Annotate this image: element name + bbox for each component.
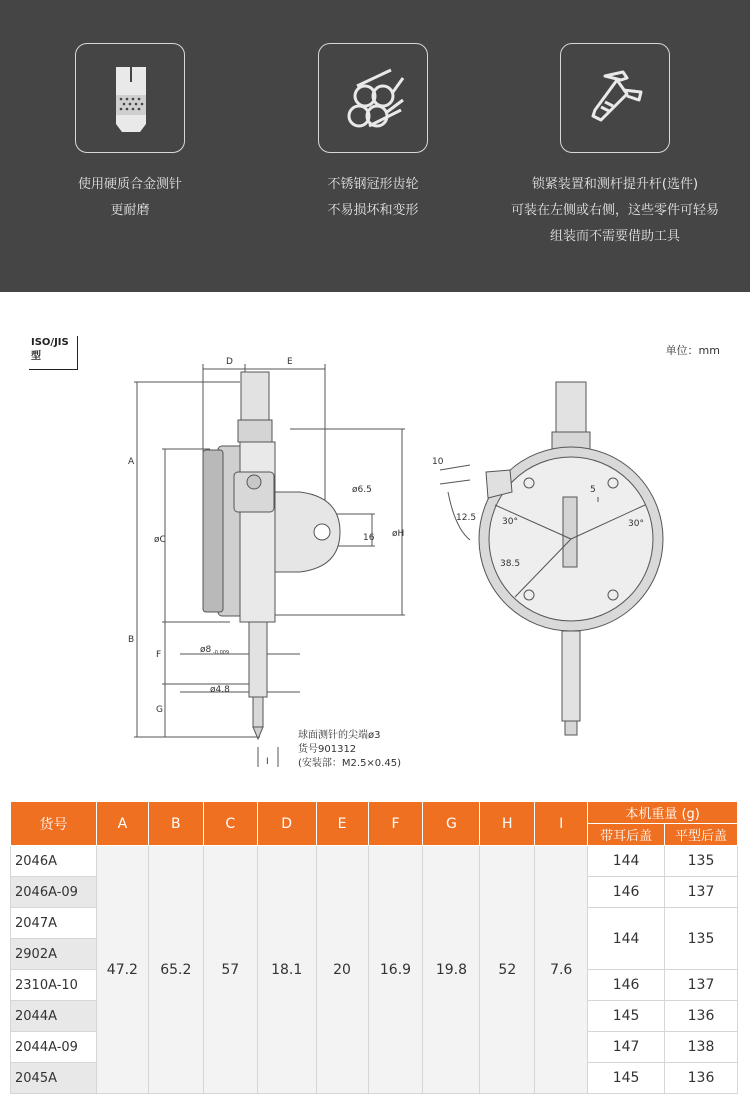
- header-I: I: [535, 802, 588, 846]
- model-cell: 2045A: [11, 1063, 97, 1094]
- value-H: 52: [480, 846, 535, 1094]
- feature-box-lock: [560, 43, 670, 153]
- weight-flat-cell: 137: [665, 877, 738, 908]
- value-B: 65.2: [148, 846, 203, 1094]
- spec-table: [10, 801, 738, 1094]
- dim-E: E: [287, 357, 293, 367]
- header-B: B: [148, 802, 203, 846]
- model-cell: 2046A-09: [11, 877, 97, 908]
- weight-lug-cell: 145: [588, 1063, 665, 1094]
- note-part: 货号901312: [298, 744, 357, 755]
- dim-F: F: [156, 650, 162, 660]
- weight-lug-cell: 146: [588, 970, 665, 1001]
- weight-flat-cell: 137: [665, 970, 738, 1001]
- unit-label: 单位：mm: [665, 344, 720, 357]
- value-E: 20: [316, 846, 368, 1094]
- dim-r125: 12.5: [456, 513, 477, 523]
- header-A: A: [96, 802, 148, 846]
- feature-text-gears: 不锈钢冠形齿轮 不易损坏和变形: [327, 177, 419, 218]
- dim-r385: 38.5: [500, 559, 521, 569]
- feature-box-stylus: [75, 43, 185, 153]
- dim-a30-left: 30°: [502, 517, 518, 527]
- weight-lug-cell: 147: [588, 1032, 665, 1063]
- weight-lug-cell: 145: [588, 1001, 665, 1032]
- weight-flat-cell: 135: [665, 908, 738, 970]
- model-cell: 2047A: [11, 908, 97, 939]
- dim-r10: 10: [432, 457, 444, 467]
- front-view: [440, 382, 663, 735]
- weight-flat-cell: 136: [665, 1001, 738, 1032]
- lock-lever-icon: [561, 44, 671, 154]
- header-G: G: [423, 802, 480, 846]
- header-weight: 本机重量 (g): [588, 802, 738, 824]
- dim-A: A: [128, 457, 135, 467]
- value-D: 18.1: [257, 846, 316, 1094]
- gauge-drawings: [0, 292, 750, 802]
- dimension-diagram: [0, 292, 750, 802]
- dim-d16: 16: [363, 533, 375, 543]
- value-I: 7.6: [535, 846, 588, 1094]
- header-F: F: [368, 802, 423, 846]
- value-G: 19.8: [423, 846, 480, 1094]
- value-F: 16.9: [368, 846, 423, 1094]
- dim-d8-tol: -0.009: [213, 650, 230, 656]
- iso-jis-badge: ISO/JIS 型: [29, 336, 78, 370]
- dim-d65: ø6.5: [352, 485, 372, 495]
- header-weight-lug: 带耳后盖: [588, 824, 665, 846]
- header-H: H: [480, 802, 535, 846]
- dim-B: B: [128, 635, 135, 645]
- header-weight-flat: 平型后盖: [665, 824, 738, 846]
- weight-lug-cell: 144: [588, 908, 665, 970]
- header-E: E: [316, 802, 368, 846]
- value-A: 47.2: [96, 846, 148, 1094]
- weight-lug-cell: 146: [588, 877, 665, 908]
- header-model: 货号: [11, 802, 97, 846]
- model-cell: 2310A-10: [11, 970, 97, 1001]
- dim-D: D: [226, 357, 233, 367]
- carbide-stylus-icon: [76, 44, 186, 154]
- model-cell: 2044A-09: [11, 1032, 97, 1063]
- feature-text-lock: 锁紧装置和测杆提升杆(选件) 可装在左侧或右侧，这些零件可轻易 组装而不需要借助工具: [510, 177, 719, 244]
- features-banner: [0, 0, 750, 292]
- weight-flat-cell: 135: [665, 846, 738, 877]
- dim-C: øC: [154, 535, 166, 545]
- feature-box-gears: [318, 43, 428, 153]
- dim-d8: ø8: [200, 645, 212, 655]
- weight-flat-cell: 136: [665, 1063, 738, 1094]
- gears-icon: [319, 44, 429, 154]
- dim-G: G: [156, 705, 163, 715]
- note-tip: 球面测针的尖端ø3: [298, 730, 381, 741]
- dim-d48: ø4.8: [210, 685, 230, 695]
- note-mount: (安装部：M2.5×0.45): [298, 758, 401, 769]
- weight-lug-cell: 144: [588, 846, 665, 877]
- dim-I: I: [266, 757, 269, 767]
- weight-flat-cell: 138: [665, 1032, 738, 1063]
- model-cell: 2046A: [11, 846, 97, 877]
- side-view: [134, 364, 405, 767]
- header-D: D: [257, 802, 316, 846]
- dim-a30-right: 30°: [628, 519, 644, 529]
- feature-text-stylus: 使用硬质合金测针 更耐磨: [77, 177, 182, 218]
- header-C: C: [203, 802, 257, 846]
- dim-H: øH: [392, 529, 405, 539]
- model-cell: 2902A: [11, 939, 97, 970]
- value-C: 57: [203, 846, 257, 1094]
- dim-r5: 5: [590, 485, 596, 495]
- model-cell: 2044A: [11, 1001, 97, 1032]
